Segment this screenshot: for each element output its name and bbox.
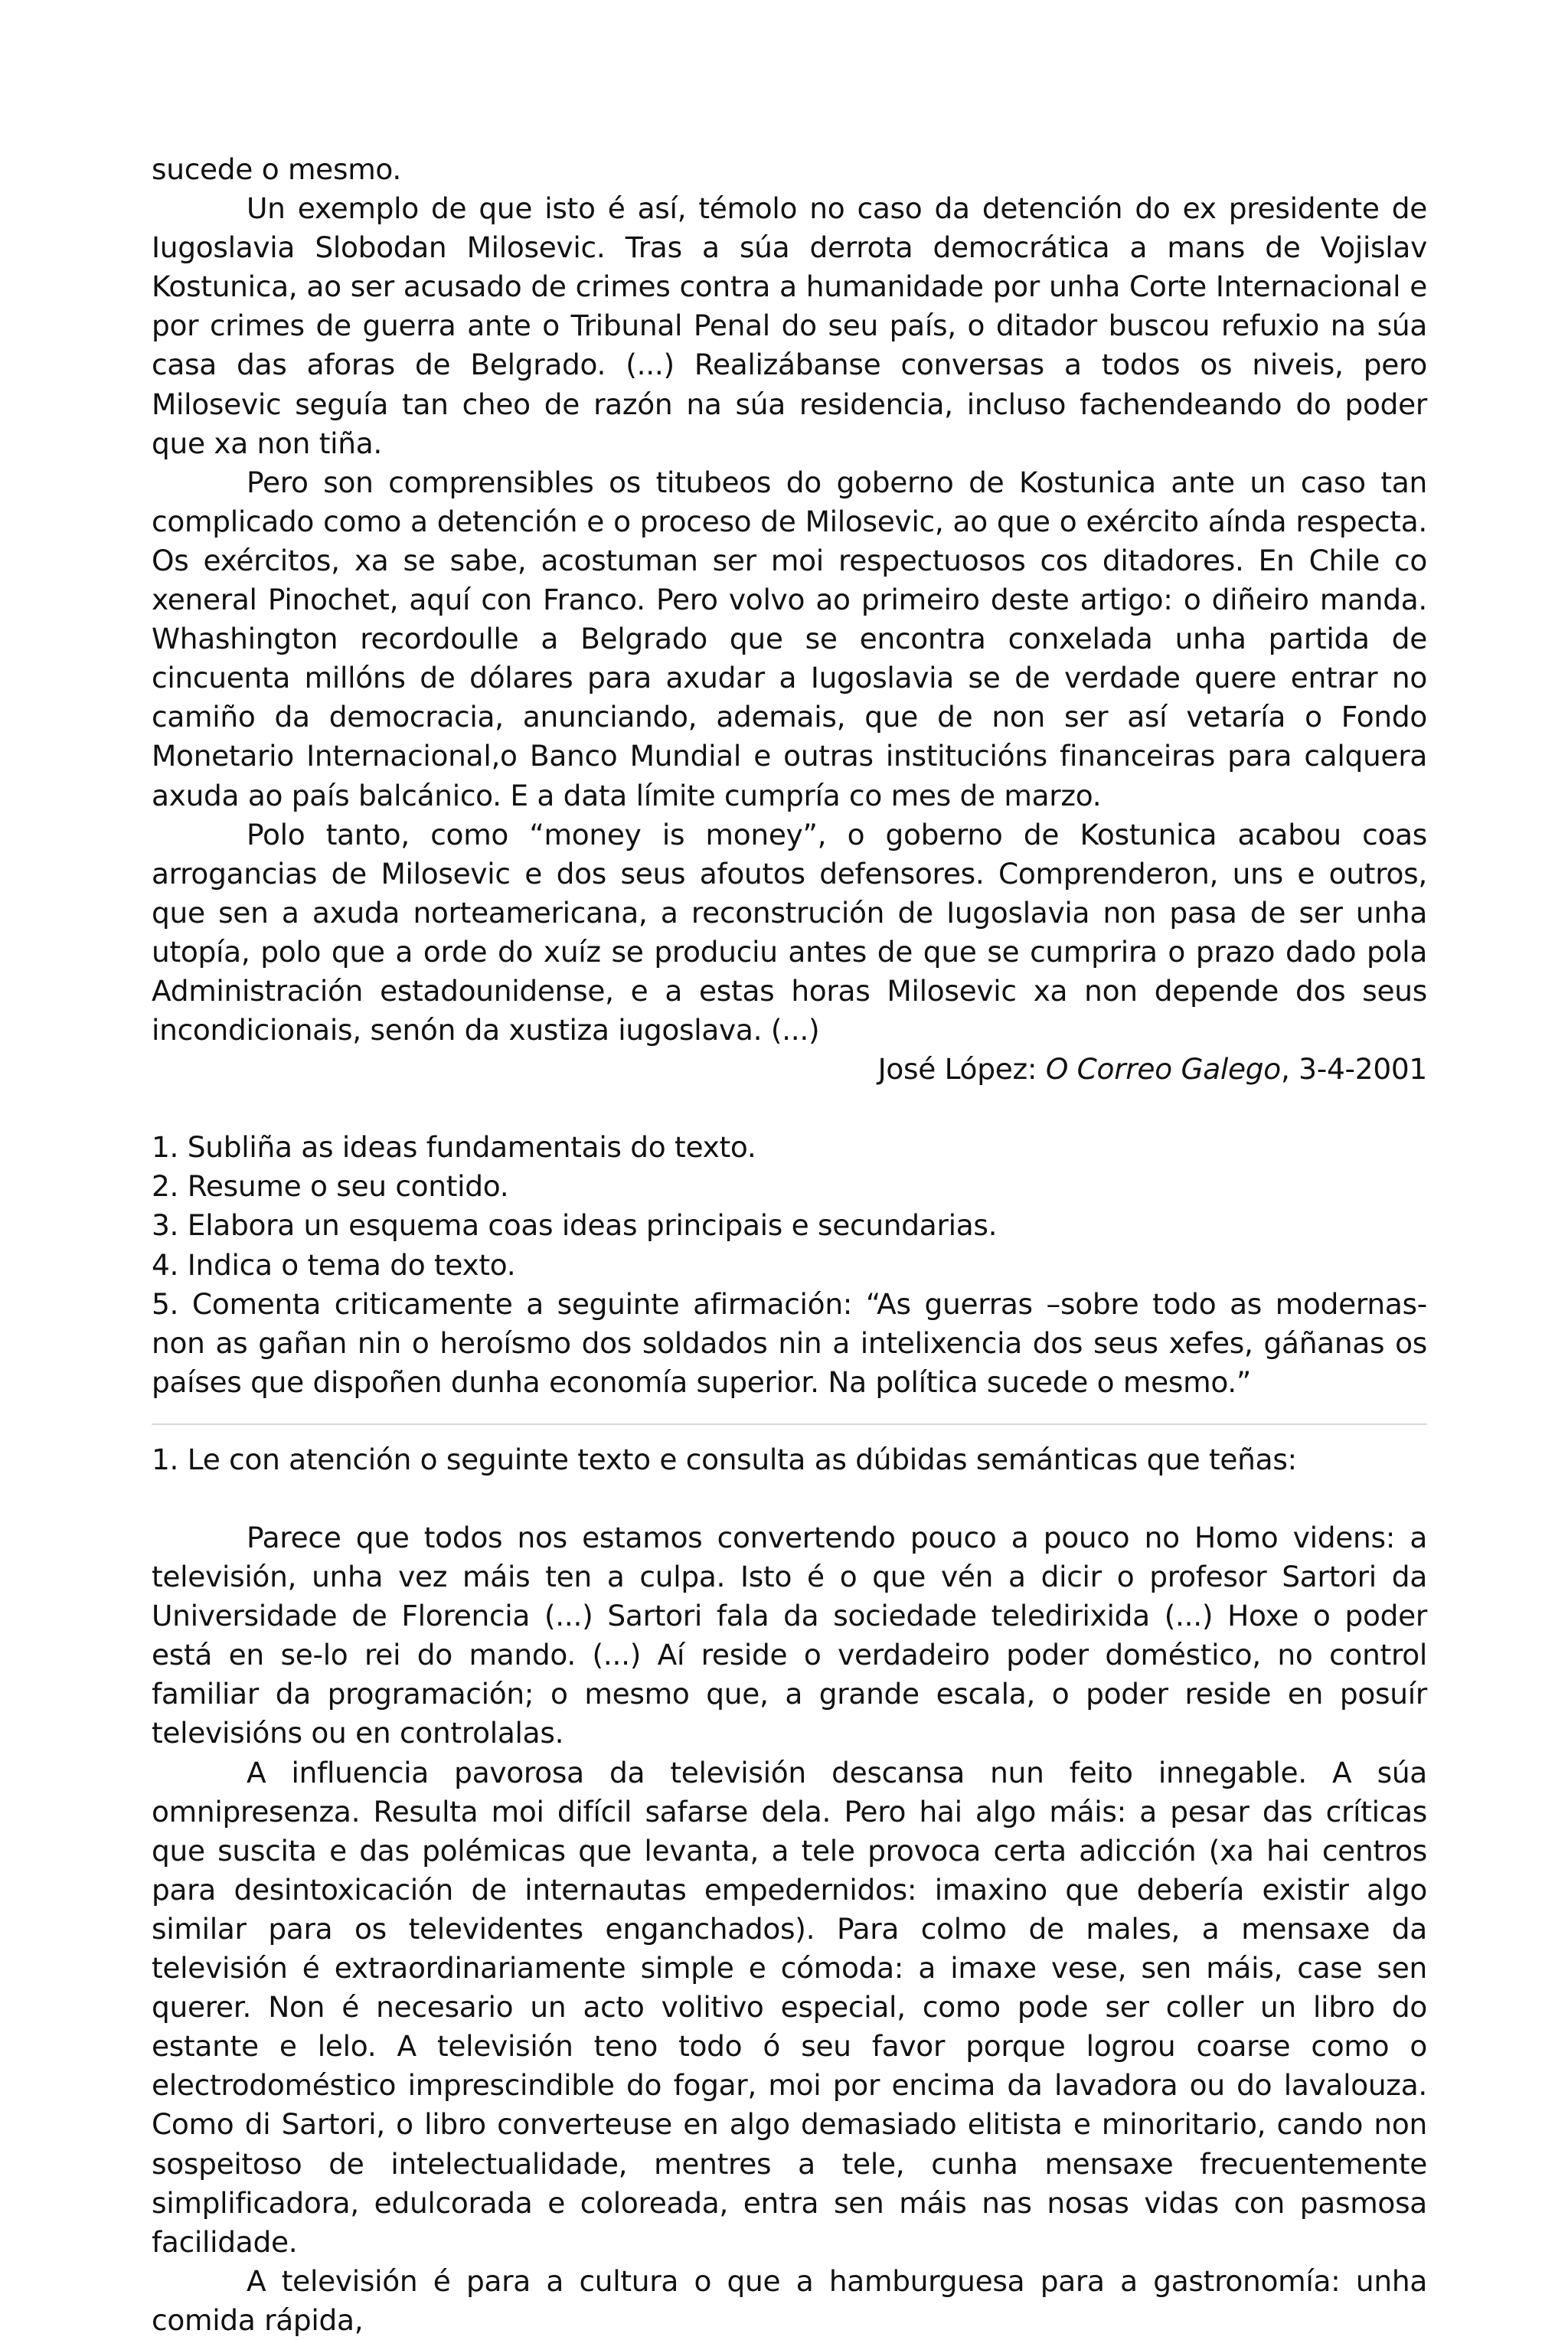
text1-paragraph-2: Pero son comprensibles os titubeos do goberno de Kostunica ante un caso tan complicado como a detención e o proceso de Milosevic, ao que o exército aínda respecta. Os exércitos, xa se sabe, acostuman ser moi respectuosos cos ditadores. En Chile co xeneral Pinochet, aquí con Franco. Pero volvo ao primeiro deste artigo: o diñeiro manda. Whashington recordoulle a Belgrado que se encontra conxelada unha partida de cincuenta millóns de dólares para axudar a Iugoslavia se de verdade quere entrar no camiño da democracia, anunciando, ademais, que de non ser así vetaría o Fondo Monetario Internacional,o Banco Mundial e outras institucións financeiras para calquera axuda ao país balcánico. E a data límite cumpría co mes de marzo. [152, 465, 1427, 812]
question-2: 2. Resume o seu contido. [152, 1169, 509, 1204]
text2-instruction: 1. Le con atención o seguinte texto e consulta as dúbidas semánticas que teñas: [152, 1442, 1297, 1476]
spacer [152, 1479, 1427, 1518]
question-1: 1. Subliña as ideas fundamentais do texto. [152, 1130, 756, 1165]
text2-paragraph-1: Parece que todos nos estamos convertendo pouco a pouco no Homo videns: a televisión, unha vez máis ten a culpa. Isto é o que vén a dicir o profesor Sartori da Universidade de Florencia (...) Sartori fala da sociedade teledirixida (...) Hoxe o poder está en se-lo rei do mando. (...) Aí reside o verdadeiro poder doméstico, no control familiar da programación; o mesmo que, a grande escala, o poder reside en posuír televisións ou en controlalas. [152, 1521, 1427, 1750]
question-4: 4. Indica o tema do texto. [152, 1247, 516, 1282]
spacer [152, 1089, 1427, 1128]
text1-attribution [152, 1050, 1427, 1089]
question-5: 5. Comenta criticamente a seguinte afirmación: “As guerras –sobre todo as modernas- non as gañan nin o heroísmo dos soldados nin a intelixencia dos seus xefes, gáñanas os países que dispoñen dunha economía superior. Na política sucede o mesmo.” [152, 1286, 1427, 1399]
attribution-source: O Correo Galego [1045, 1052, 1281, 1087]
text1-paragraph-3: Polo tanto, como “money is money”, o goberno de Kostunica acabou coas arrogancias de Milosevic e dos seus afoutos defensores. Comprenderon, uns e outros, que sen a axuda norteamericana, a reconstrución de Iugoslavia non pasa de ser unha utopía, polo que a orde do xuíz se produciu antes de que se cumprira o prazo dado pola Administración estadounidense, e a estas horas Milosevic xa non depende dos seus incondicionais, senón da xustiza iugoslava. (...) [152, 817, 1427, 1047]
section-divider [152, 1423, 1427, 1425]
question-list [152, 1128, 1427, 1402]
text1-lead: sucede o mesmo. [152, 152, 402, 186]
question-3: 3. Elabora un esquema coas ideas principais e secundarias. [152, 1208, 998, 1243]
document-page [152, 150, 1427, 2340]
attribution-author: José López: [877, 1052, 1046, 1087]
text2-paragraph-3: A televisión é para a cultura o que a hamburguesa para a gastronomía: unha comida rápida, [152, 2263, 1427, 2337]
attribution-date: , 3-4-2001 [1280, 1052, 1427, 1087]
text1-paragraph-1: Un exemplo de que isto é así, témolo no caso da detención do ex presidente de Iugoslavia Slobodan Milosevic. Tras a súa derrota democrática a mans de Vojislav Kostunica, ao ser acusado de crimes contra a humanidade por unha Corte Internacional e por crimes de guerra ante o Tribunal Penal do seu país, o ditador buscou refuxio na súa casa das aforas de Belgrado. (...) Realizábanse conversas a todos os niveis, pero Milosevic seguía tan cheo de razón na súa residencia, incluso fachendeando do poder que xa non tiña. [152, 191, 1427, 460]
text2-paragraph-2: A influencia pavorosa da televisión descansa nun feito innegable. A súa omnipresenza. Resulta moi difícil safarse dela. Pero hai algo máis: a pesar das críticas que suscita e das polémicas que levanta, a tele provoca certa adicción (xa hai centros para desintoxicación de internautas empedernidos: imaxino que debería existir algo similar para os televidentes enganchados). Para colmo de males, a mensaxe da televisión é extraordinariamente simple e cómoda: a imaxe vese, sen máis, case sen querer. Non é necesario un acto volitivo especial, como pode ser coller un libro do estante e lelo. A televisión teno todo ó seu favor porque logrou coarse como o electrodoméstico imprescindible do fogar, moi por encima da lavadora ou do lavalouza. Como di Sartori, o libro converteuse en algo demasiado elitista e minoritario, cando non sospeitoso de intelectualidade, mentres a tele, cunha mensaxe frecuentemente simplificadora, edulcorada e coloreada, entra sen máis nas nosas vidas con pasmosa facilidade. [152, 1755, 1427, 2259]
